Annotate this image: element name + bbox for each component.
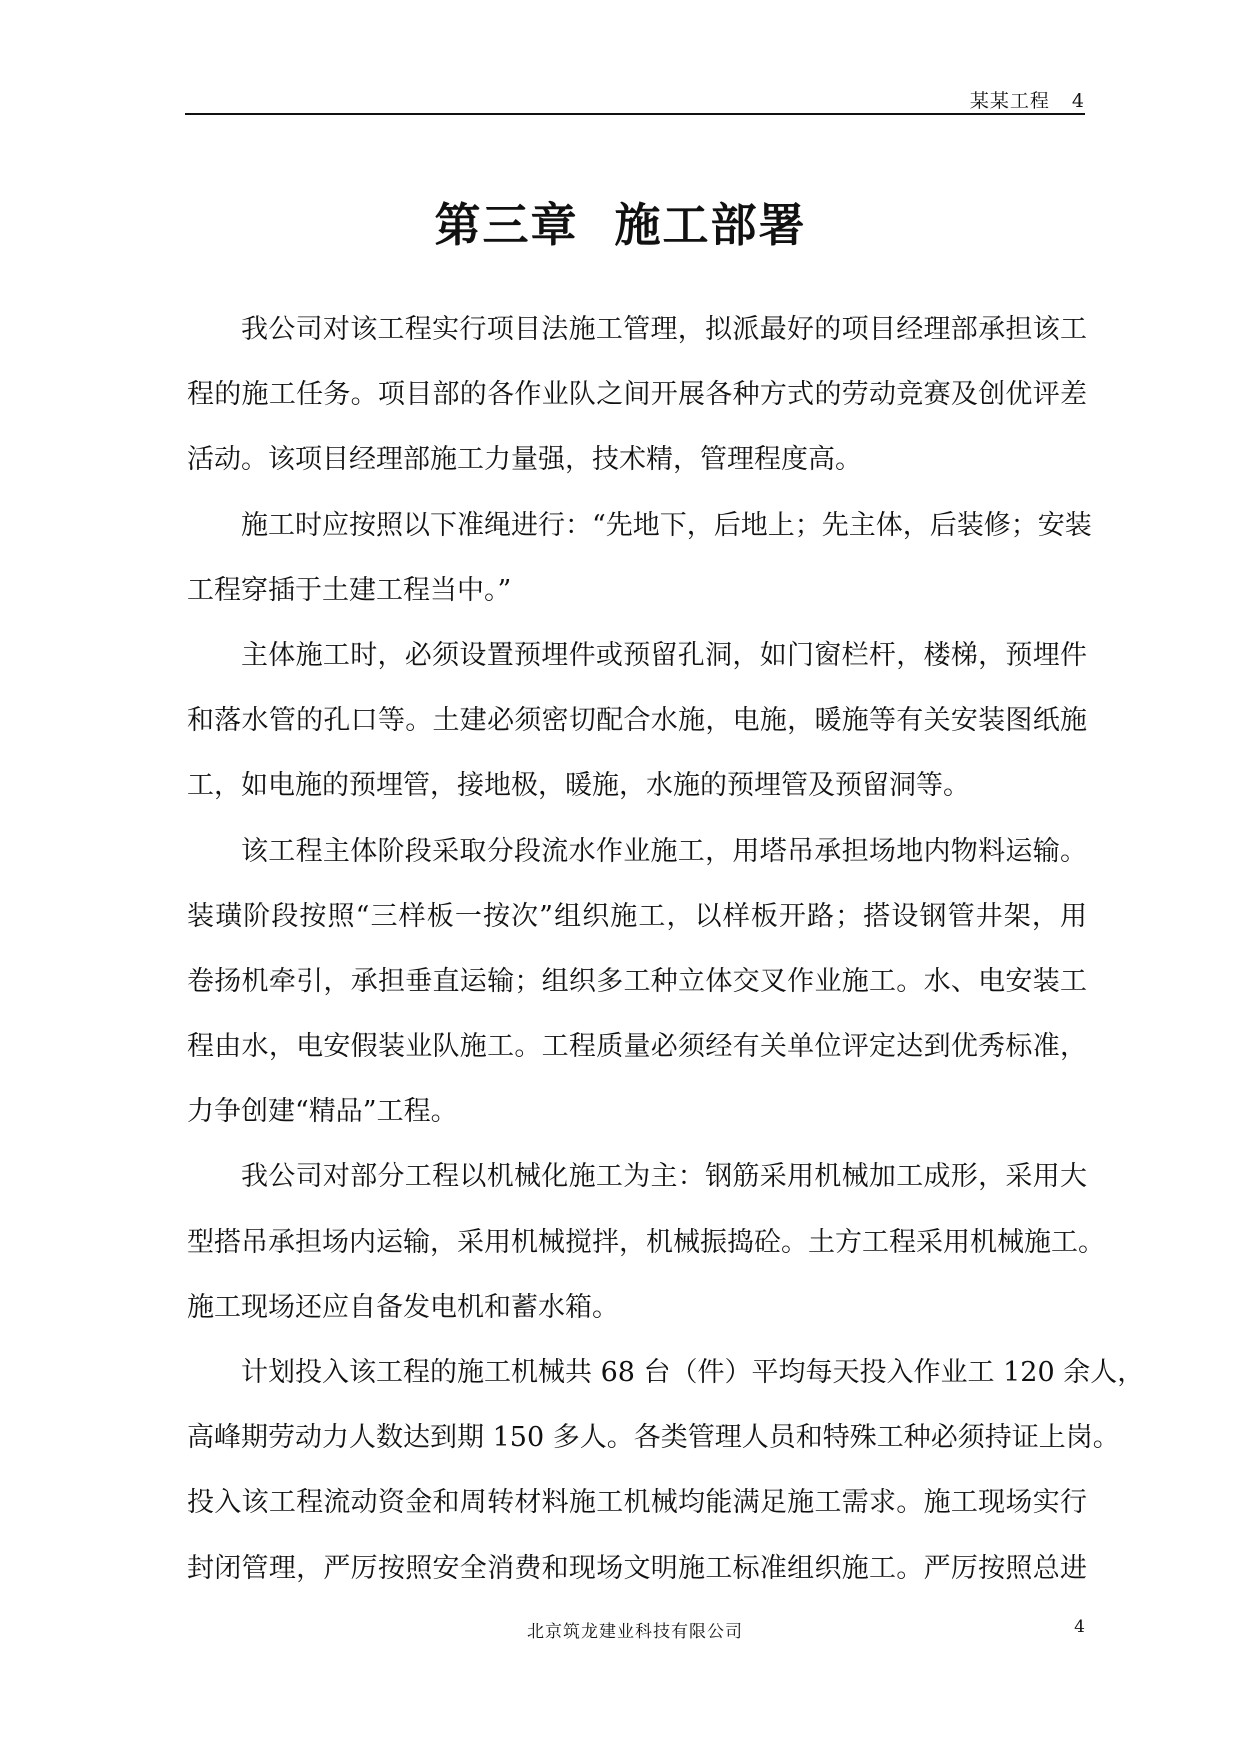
text-line: 投入该工程流动资金和周转材料施工机械均能满足施工需求。施工现场实行	[187, 1487, 1087, 1519]
text-line: 我公司对部分工程以机械化施工为主：钢筋采用机械加工成形，采用大	[241, 1161, 1087, 1193]
text-line: 工程穿插于土建工程当中。”	[187, 574, 512, 606]
text-line: 卷扬机牵引，承担垂直运输；组织多工种立体交叉作业施工。水、电安装工	[187, 965, 1087, 997]
body-text	[187, 310, 1145, 1614]
text-line: 程的施工任务。项目部的各作业队之间开展各种方式的劳动竞赛及创优评差	[187, 379, 1087, 411]
header-text	[970, 86, 1085, 113]
text-line: 程由水，电安假装业队施工。工程质量必须经有关单位评定达到优秀标准，	[187, 1031, 1087, 1063]
text-line: 工，如电施的预埋管，接地极，暖施，水施的预埋管及预留洞等。	[187, 770, 970, 802]
header-rule	[185, 113, 1085, 115]
text-line: 和落水管的孔口等。土建必须密切配合水施，电施，暖施等有关安装图纸施	[187, 705, 1087, 737]
text-line: 型搭吊承担场内运输，采用机械搅拌，机械振捣砼。土方工程采用机械施工。	[187, 1226, 1105, 1258]
text-line: 封闭管理，严厉按照安全消费和现场文明施工标准组织施工。严厉按照总进	[187, 1552, 1087, 1584]
footer-page-number: 4	[1074, 1617, 1085, 1637]
text-line: 高峰期劳动力人数达到期 150 多人。各类管理人员和特殊工种必须持证上岗。	[187, 1422, 1120, 1454]
header-page-number: 4	[1071, 90, 1085, 112]
text-line: 该工程主体阶段采取分段流水作业施工，用塔吊承担场地内物料运输。	[241, 835, 1087, 867]
text-line: 我公司对该工程实行项目法施工管理，拟派最好的项目经理部承担该工	[241, 314, 1087, 345]
chapter-title: 第三章 施工部署	[434, 198, 807, 252]
text-line: 活动。该项目经理部施工力量强，技术精，管理程度高。	[187, 444, 862, 476]
text-line: 装璜阶段按照“三样板一按次”组织施工，以样板开路；搭设钢管井架，用	[187, 900, 1087, 932]
text-line: 力争创建“精品”工程。	[187, 1096, 458, 1128]
header-title: 某某工程	[969, 90, 1050, 112]
text-line: 计划投入该工程的施工机械共 68 台（件）平均每天投入作业工 120 余人，	[241, 1357, 1145, 1388]
text-line: 施工时应按照以下准绳进行：“先地下，后地上；先主体，后装修；安装	[241, 509, 1092, 541]
page-header	[185, 86, 1085, 116]
text-line: 施工现场还应自备发电机和蓄水箱。	[187, 1291, 619, 1323]
page-footer	[185, 1617, 1085, 1647]
footer-company: 北京筑龙建业科技有限公司	[527, 1622, 743, 1642]
text-line: 主体施工时，必须设置预埋件或预留孔洞，如门窗栏杆，楼梯，预埋件	[241, 639, 1087, 671]
